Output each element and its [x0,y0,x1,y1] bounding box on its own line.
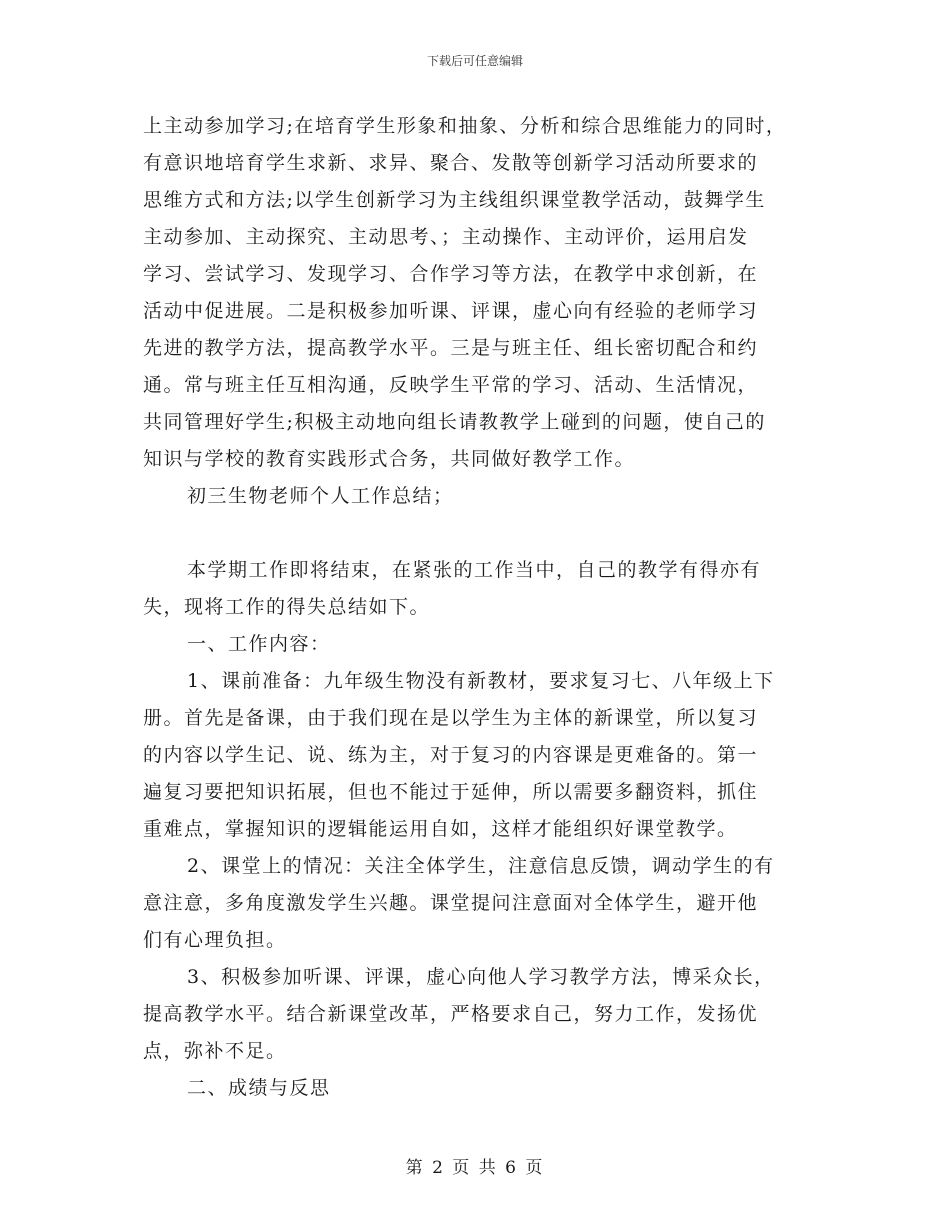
text-line: 1、课前准备：九年级生物没有新教材，要求复习七、八年级上下 [187,670,775,692]
text-line: 二、成绩与反思 [187,1077,331,1099]
text-line: 遍复习要把知识拓展，但也不能过于延伸，所以需要多翻资料，抓住 [143,781,759,803]
blank-line [143,515,823,552]
text-line: 点，弥补不足。 [143,1040,287,1062]
text-line: 的内容以学生记、说、练为主，对于复习的内容课是更难备的。第一 [143,744,759,766]
text-line: 本学期工作即将结束，在紧张的工作当中，自己的教学有得亦有 [187,559,762,581]
text-line: 提高教学水平。结合新课堂改革，严格要求自己，努力工作，发扬优 [143,1003,759,1025]
text-line: 初三生物老师个人工作总结； [187,485,454,507]
text-line: 共同管理好学生;积极主动地向组长请教教学上碰到的问题，使自己的 [143,411,766,433]
document-body [143,108,823,1107]
page-header: 下载后可任意编辑 [426,54,523,68]
text-line: 重难点，掌握知识的逻辑能运用自如，这样才能组织好课堂教学。 [143,818,738,840]
text-line: 2、课堂上的情况：关注全体学生，注意信息反馈，调动学生的有 [187,855,775,877]
page-footer: 第 2 页 共 6 页 [405,1158,545,1178]
text-line: 上主动参加学习;在培育学生形象和抽象、分析和综合思维能力的同时， [143,115,787,137]
text-line: 失，现将工作的得失总结如下。 [143,596,431,618]
text-line: 主动参加、主动探究、主动思考、；主动操作、主动评价，运用启发 [143,226,749,248]
text-line: 有意识地培育学生求新、求异、聚合、发散等创新学习活动所要求的 [143,152,759,174]
text-line: 意注意，多角度激发学生兴趣。课堂提问注意面对全体学生，避开他 [143,892,759,914]
text-line: 思维方式和方法;以学生创新学习为主线组织课堂教学活动，鼓舞学生 [143,189,766,211]
text-line: 一、工作内容： [187,633,331,655]
text-line: 册。首先是备课，由于我们现在是以学生为主体的新课堂，所以复习 [143,707,759,729]
text-line: 活动中促进展。二是积极参加听课、评课，虚心向有经验的老师学习 [143,300,759,322]
text-line: 们有心理负担。 [143,929,287,951]
text-line: 知识与学校的教育实践形式合务，共同做好教学工作。 [143,448,636,470]
text-line: 学习、尝试学习、发现学习、合作学习等方法，在教学中求创新，在 [143,263,759,285]
text-line: 先进的教学方法，提高教学水平。三是与班主任、组长密切配合和约 [143,337,759,359]
text-line: 3、积极参加听课、评课，虚心向他人学习教学方法，博采众长， [187,966,775,988]
text-line: 通。常与班主任互相沟通，反映学生平常的学习、活动、生活情况， [143,374,759,396]
